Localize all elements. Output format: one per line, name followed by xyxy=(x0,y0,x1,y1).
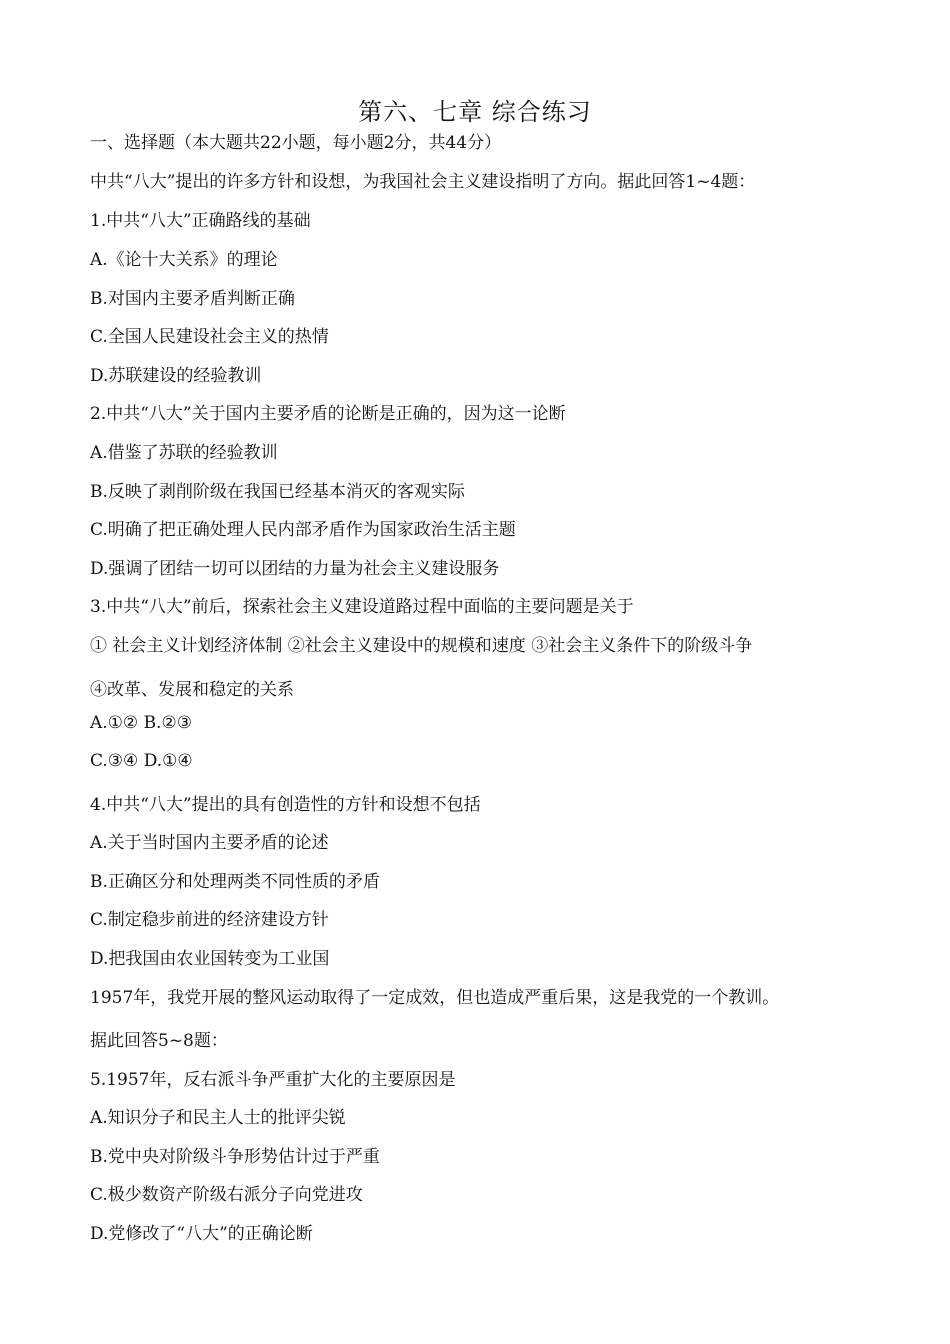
option-5b: B.党中央对阶级斗争形势估计过于严重 xyxy=(90,1147,380,1167)
option-4d: D.把我国由农业国转变为工业国 xyxy=(90,949,330,969)
options-3-ab: A.①② B.②③ xyxy=(90,713,192,733)
intro-paragraph: 中共“八大”提出的许多方针和设想，为我国社会主义建设指明了方向。据此回答1~4题： xyxy=(90,172,756,192)
section-heading: 一、选择题（本大题共22小题，每小题2分，共44分） xyxy=(90,133,502,153)
page-title: 第六、七章 综合练习 xyxy=(358,98,592,126)
option-2b: B.反映了剥削阶级在我国已经基本消灭的客观实际 xyxy=(90,482,465,502)
question-4: 4.中共“八大”提出的具有创造性的方针和设想不包括 xyxy=(90,795,481,815)
option-2c: C.明确了把正确处理人民内部矛盾作为国家政治生活主题 xyxy=(90,520,516,540)
option-5a: A.知识分子和民主人士的批评尖锐 xyxy=(90,1108,346,1128)
option-4a: A.关于当时国内主要矛盾的论述 xyxy=(90,833,329,853)
intro-paragraph-2-cont: 据此回答5~8题： xyxy=(90,1031,228,1051)
option-2a: A.借鉴了苏联的经验教训 xyxy=(90,443,278,463)
question-3: 3.中共“八大”前后，探索社会主义建设道路过程中面临的主要问题是关于 xyxy=(90,597,634,617)
intro-paragraph-2: 1957年，我党开展的整风运动取得了一定成效，但也造成严重后果，这是我党的一个教训。 xyxy=(90,988,780,1008)
option-4b: B.正确区分和处理两类不同性质的矛盾 xyxy=(90,872,380,892)
question-3-items: ① 社会主义计划经济体制 ②社会主义建设中的规模和速度 ③社会主义条件下的阶级斗争 xyxy=(90,636,753,656)
question-3-items-cont: ④改革、发展和稳定的关系 xyxy=(90,680,294,700)
question-5: 5.1957年，反右派斗争严重扩大化的主要原因是 xyxy=(90,1070,456,1090)
option-1c: C.全国人民建设社会主义的热情 xyxy=(90,327,329,347)
options-3-cd: C.③④ D.①④ xyxy=(90,751,193,771)
question-2: 2.中共“八大”关于国内主要矛盾的论断是正确的，因为这一论断 xyxy=(90,404,566,424)
option-4c: C.制定稳步前进的经济建设方针 xyxy=(90,910,329,930)
option-5d: D.党修改了“八大”的正确论断 xyxy=(90,1224,313,1244)
option-2d: D.强调了团结一切可以团结的力量为社会主义建设服务 xyxy=(90,559,500,579)
option-1d: D.苏联建设的经验教训 xyxy=(90,366,262,386)
option-1a: A.《论十大关系》的理论 xyxy=(90,250,278,270)
option-5c: C.极少数资产阶级右派分子向党进攻 xyxy=(90,1185,363,1205)
question-1: 1.中共“八大”正确路线的基础 xyxy=(90,211,311,231)
option-1b: B.对国内主要矛盾判断正确 xyxy=(90,289,295,309)
